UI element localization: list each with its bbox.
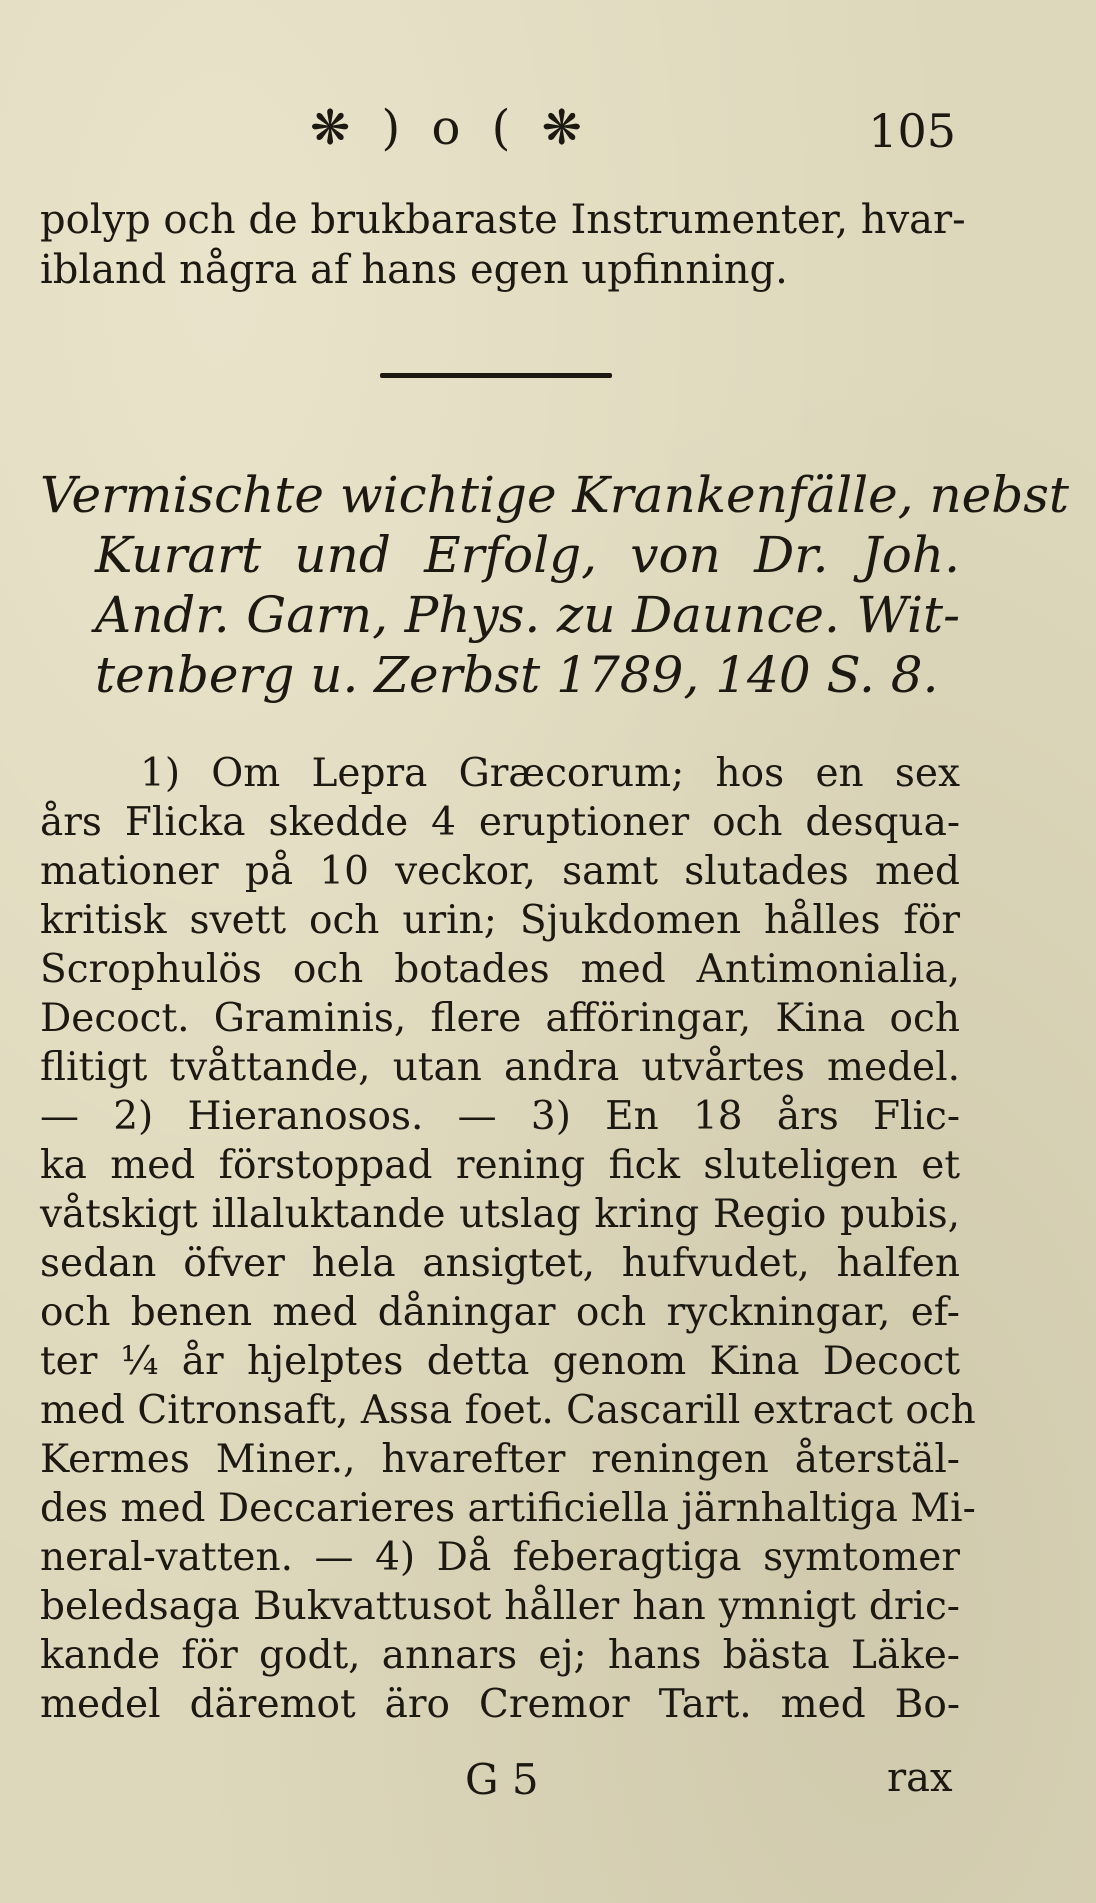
- body-line: 1) Om Lepra Græcorum; hos en sex: [140, 751, 960, 796]
- title-line: Kurart und Erfolg, von Dr. Joh.: [95, 526, 960, 584]
- header-ornament: ❋ ) o ( ❋: [310, 100, 590, 156]
- title-line: Andr. Garn, Phys. zu Daunce. Wit-: [95, 586, 960, 644]
- body-line: Kermes Miner., hvarefter reningen återstäl-: [40, 1437, 960, 1482]
- body-line: ka med förstoppad rening fick sluteligen et: [40, 1143, 960, 1188]
- body-line: Scrophulös och botades med Antimonialia,: [40, 947, 960, 992]
- body-line: sedan öfver hela ansigtet, hufvudet, halfen: [40, 1241, 960, 1286]
- body-line: medel däremot äro Cremor Tart. med Bo-: [40, 1682, 960, 1727]
- body-line: neral-vatten. — 4) Då feberagtiga symtomer: [40, 1535, 960, 1580]
- body-line: års Flicka skedde 4 eruptioner och desqua-: [40, 800, 960, 845]
- body-line: Decoct. Graminis, flere afföringar, Kina och: [40, 996, 960, 1041]
- body-line: kritisk svett och urin; Sjukdomen hålles för: [40, 898, 960, 943]
- body-line: med Citronsaft, Assa foet. Cascarill extract och: [40, 1388, 976, 1433]
- title-line: tenberg u. Zerbst 1789, 140 S. 8.: [95, 646, 939, 704]
- body-line: mationer på 10 veckor, samt slutades med: [40, 849, 960, 894]
- section-divider: [380, 373, 612, 378]
- intro-line: polyp och de brukbaraste Instrumenter, hvar-: [40, 197, 966, 243]
- body-line: kande för godt, annars ej; hans bästa Läke-: [40, 1633, 960, 1678]
- body-line: våtskigt illaluktande utslag kring Regio pubis,: [40, 1192, 960, 1237]
- body-line: och benen med dåningar och ryckningar, ef-: [40, 1290, 960, 1335]
- body-line: beledsaga Bukvattusot håller han ymnigt dric-: [40, 1584, 960, 1629]
- body-line: — 2) Hieranosos. — 3) En 18 års Flic-: [40, 1094, 960, 1139]
- catchword: rax: [887, 1755, 953, 1801]
- running-header: [0, 100, 1096, 170]
- body-line: des med Deccarieres artificiella järnhaltiga Mi-: [40, 1486, 976, 1531]
- page-number: 105: [868, 104, 956, 158]
- title-line: Vermischte wichtige Krankenfälle, nebst: [40, 466, 1070, 524]
- intro-line: ibland några af hans egen upfinning.: [40, 247, 788, 293]
- signature-mark: G 5: [465, 1755, 539, 1804]
- body-line: flitigt tvåttande, utan andra utvårtes medel.: [40, 1045, 960, 1090]
- body-line: ter ¼ år hjelptes detta genom Kina Decoct: [40, 1339, 960, 1384]
